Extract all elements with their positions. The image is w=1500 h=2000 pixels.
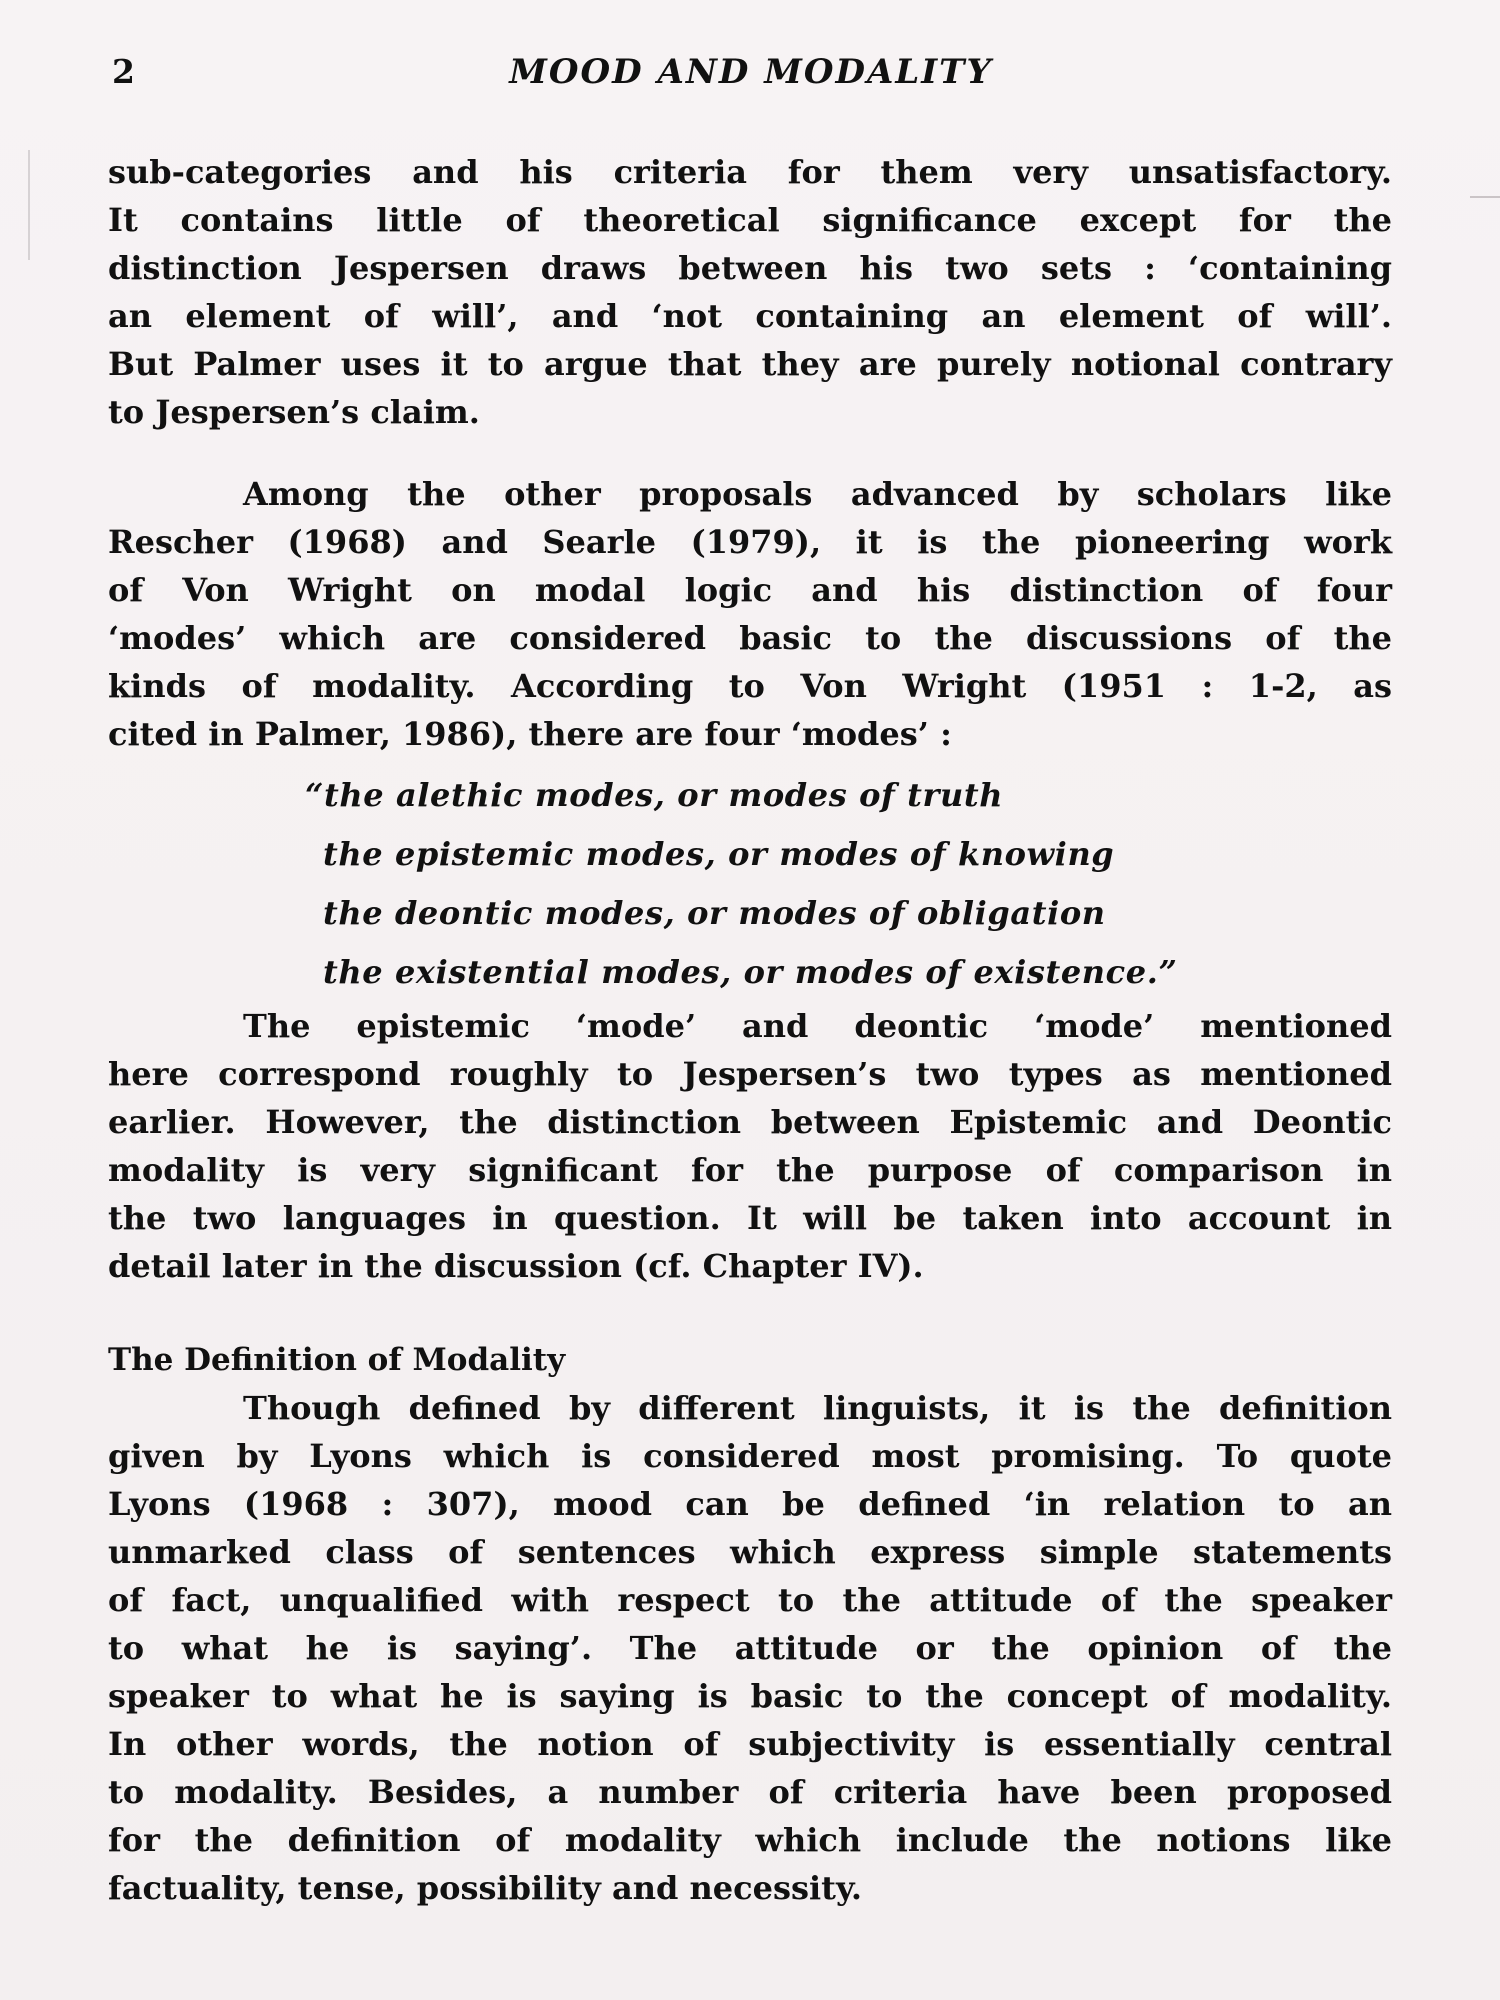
section-heading: The Definition of Modality xyxy=(108,1342,566,1378)
text-line: Lyons (1968 : 307), mood can be defined ‘in relation to an xyxy=(108,1485,1392,1523)
margin-mark xyxy=(28,150,30,260)
text-line: to what he is saying’. The attitude or the opinion of the xyxy=(108,1629,1392,1667)
text-line: for the definition of modality which include the notions like xyxy=(108,1821,1392,1859)
text-line: It contains little of theoretical significance except for the xyxy=(108,201,1392,239)
text-line: But Palmer uses it to argue that they are purely notional contrary xyxy=(108,345,1392,383)
text-line: an element of will’, and ‘not containing an element of will’. xyxy=(108,297,1392,335)
running-title: MOOD AND MODALITY xyxy=(509,52,993,92)
text-line: detail later in the discussion (cf. Chapter IV). xyxy=(108,1247,924,1285)
text-line: ‘modes’ which are considered basic to the discussions of the xyxy=(108,619,1392,657)
text-line: Rescher (1968) and Searle (1979), it is the pioneering work xyxy=(108,523,1392,561)
quote-line: “the alethic modes, or modes of truth xyxy=(305,776,1004,814)
text-line: to modality. Besides, a number of criteria have been proposed xyxy=(108,1773,1392,1811)
quote-line: the existential modes, or modes of existence.” xyxy=(323,953,1178,991)
text-line: sub-categories and his criteria for them very unsatisfactory. xyxy=(108,153,1392,191)
text-line: to Jespersen’s claim. xyxy=(108,393,480,431)
body-text xyxy=(108,148,1392,1912)
edge-mark xyxy=(1470,196,1500,198)
paragraph-3 xyxy=(108,1002,1392,1290)
quote-line: the deontic modes, or modes of obligation xyxy=(323,894,1106,932)
quote-line: the epistemic modes, or modes of knowing xyxy=(323,835,1115,873)
text-line: modality is very significant for the purpose of comparison in xyxy=(108,1151,1392,1189)
text-line: unmarked class of sentences which express simple statements xyxy=(108,1533,1392,1571)
text-line: of Von Wright on modal logic and his distinction of four xyxy=(108,571,1392,609)
text-line: speaker to what he is saying is basic to the concept of modality. xyxy=(108,1677,1392,1715)
text-line: Among the other proposals advanced by scholars like xyxy=(243,475,1392,513)
paragraph-2 xyxy=(108,470,1392,758)
text-line: The epistemic ‘mode’ and deontic ‘mode’ mentioned xyxy=(243,1007,1392,1045)
text-line: cited in Palmer, 1986), there are four ‘modes’ : xyxy=(108,715,952,753)
text-line: In other words, the notion of subjectivity is essentially central xyxy=(108,1725,1392,1763)
paragraph-4 xyxy=(108,1384,1392,1912)
block-quote xyxy=(108,766,1392,1002)
text-line: given by Lyons which is considered most promising. To quote xyxy=(108,1437,1392,1475)
text-line: Though defined by different linguists, it is the definition xyxy=(243,1389,1392,1427)
text-line: of fact, unqualified with respect to the attitude of the speaker xyxy=(108,1581,1392,1619)
text-line: kinds of modality. According to Von Wright (1951 : 1-2, as xyxy=(108,667,1392,705)
text-line: earlier. However, the distinction between Epistemic and Deontic xyxy=(108,1103,1392,1141)
page-number: 2 xyxy=(112,52,135,91)
paragraph-1 xyxy=(108,148,1392,436)
text-line: here correspond roughly to Jespersen’s two types as mentioned xyxy=(108,1055,1392,1093)
text-line: distinction Jespersen draws between his two sets : ‘containing xyxy=(108,249,1392,287)
page-header xyxy=(112,48,1390,98)
text-line: factuality, tense, possibility and necessity. xyxy=(108,1869,863,1907)
text-line: the two languages in question. It will be taken into account in xyxy=(108,1199,1392,1237)
